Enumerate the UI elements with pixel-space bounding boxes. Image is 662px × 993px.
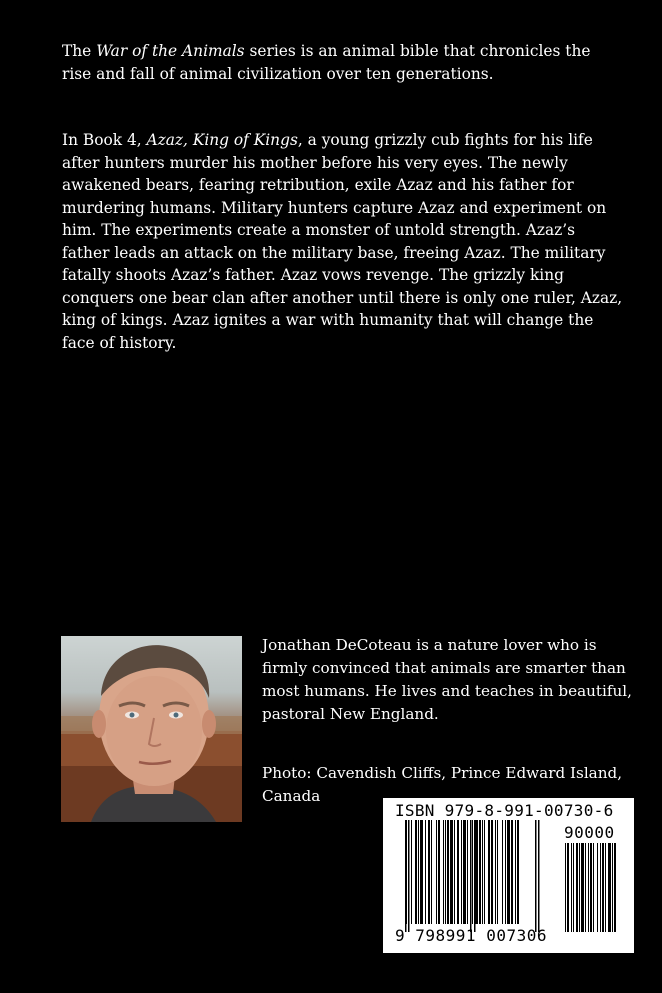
barcode-bar <box>428 820 430 924</box>
barcode-bar <box>443 820 444 924</box>
barcode-bar <box>457 820 459 924</box>
barcode-bar <box>474 820 476 932</box>
barcode-bar <box>411 820 412 924</box>
barcode-bar <box>497 820 498 924</box>
barcode-bar <box>593 843 594 932</box>
barcode-bar <box>495 820 496 924</box>
barcode-bar <box>538 820 540 932</box>
barcode-bar <box>567 843 569 932</box>
barcode-bar <box>461 820 462 924</box>
barcode-bar <box>472 820 473 924</box>
barcode-bar <box>445 820 446 924</box>
barcode-bar <box>420 820 423 924</box>
barcode-bar <box>450 820 453 924</box>
barcode-bar <box>463 820 466 924</box>
barcode-bar <box>405 820 407 932</box>
price-addon-code: 90000 <box>564 823 615 842</box>
barcode-bar <box>418 820 419 924</box>
barcode-bar <box>415 820 417 924</box>
author-bio: Jonathan DeCoteau is a nature lover who is firmly convinced that animals are smarter than most humans. He lives and teaches in beautiful, pastoral New England. <box>262 636 632 723</box>
barcode-bar <box>597 843 598 932</box>
barcode-bar <box>579 843 580 932</box>
book-synopsis: In Book 4, Azaz, King of Kings, a young grizzly cub fights for his life after hunters murder his mother before his very eyes. The newly awakened bears, fearing retribution, exile Azaz and his father for murdering humans. Military hunters capture Azaz and experiment on him. The experiments create a monster of untold strength. Azaz’s father leads an attack on the military base, freeing Azaz. The military fatally shoots Azaz’s father. Azaz vows revenge. The grizzly king conquers one bear clan after another until there is only one ruler, Azaz, king of kings. Azaz ignites a war with humanity that will change the face of history. <box>62 131 623 352</box>
barcode-bar <box>467 820 468 924</box>
barcode-bar <box>502 820 503 924</box>
barcode-bar <box>431 820 432 924</box>
barcode-bar <box>484 820 485 924</box>
barcode-bar <box>515 820 516 924</box>
barcode-bar <box>438 820 440 924</box>
barcode-bar <box>585 843 586 932</box>
barcode-bar <box>590 843 592 932</box>
ean-digits: 9 798991 007306 <box>395 926 547 945</box>
barcode-bar <box>588 843 589 932</box>
barcode-bar <box>602 843 604 932</box>
barcode-bar <box>535 820 537 932</box>
barcode-bar <box>491 820 493 924</box>
barcode-bar <box>436 820 437 924</box>
isbn-barcode <box>383 798 634 953</box>
author-portrait-image <box>61 636 242 822</box>
barcode-bar <box>608 843 611 932</box>
barcode-bar <box>488 820 490 924</box>
barcode-bar <box>605 843 606 932</box>
barcode-bar <box>511 820 513 924</box>
series-description: The War of the Animals series is an animal bible that chronicles the rise and fall of animal civilization over ten generations. <box>62 42 591 83</box>
barcode-bar <box>576 843 578 932</box>
author-photo <box>61 636 242 822</box>
barcode-bar <box>565 843 566 932</box>
isbn-label: ISBN 979-8-991-00730-6 <box>395 801 614 820</box>
barcode-bar <box>447 820 449 924</box>
barcode-bar <box>614 843 616 932</box>
barcode-bar <box>517 820 519 924</box>
barcode-bar <box>482 820 483 924</box>
barcode-bar <box>425 820 426 924</box>
barcode-bar <box>454 820 455 924</box>
barcode-bar <box>408 820 410 932</box>
barcode-bar <box>571 843 572 932</box>
barcode-bar <box>507 820 510 924</box>
barcode-bar <box>612 843 613 932</box>
barcode-bar <box>600 843 601 932</box>
book-title: Azaz, King of Kings <box>146 131 298 149</box>
barcode-bar <box>470 820 472 932</box>
barcode-bar <box>479 820 481 924</box>
photo-credit: Photo: Cavendish Cliffs, Prince Edward Island, Canada <box>262 764 623 805</box>
barcode-bar <box>505 820 506 924</box>
barcode-bar <box>581 843 584 932</box>
series-title: War of the Animals <box>96 42 245 60</box>
barcode-bar <box>573 843 574 932</box>
